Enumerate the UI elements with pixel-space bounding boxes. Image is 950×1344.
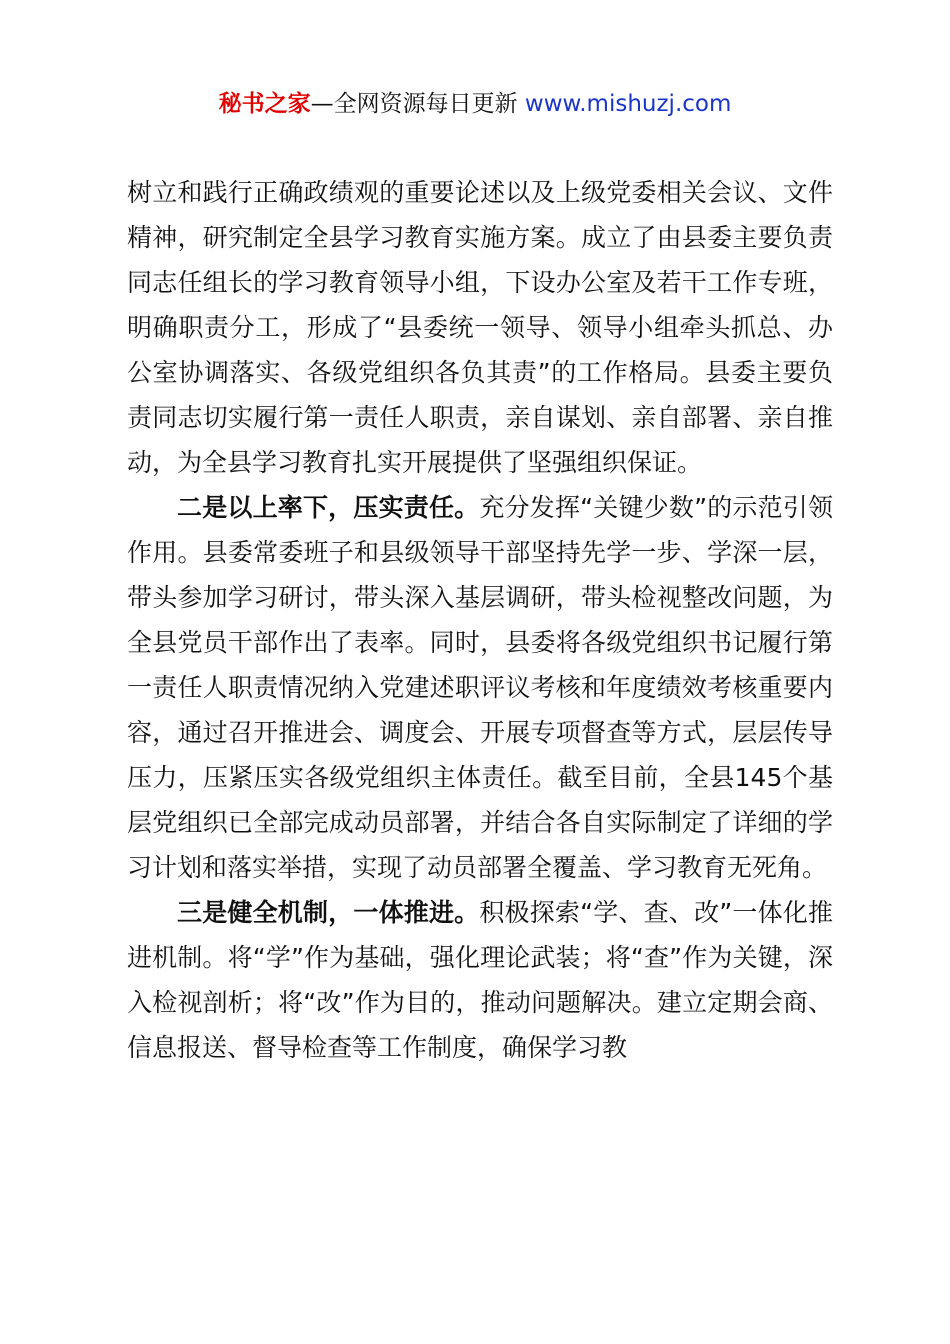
paragraph-lead: 二是以上率下，压实责任。 [177,493,480,522]
paragraph-body: 充分发挥“关键少数”的示范引领作用。县委常委班子和县级领导干部坚持先学一步、学深一层，带头参加学习研讨，带头深入基层调研，带头检视整改问题，为全县党员干部作出了表率。同时，县委将各级党组织书记履行第一责任人职责情况纳入党建述职评议考核和年度绩效考核重要内容，通过召开推进会、调度会、开展专项督查等方式，层层传导压力，压紧压实各级党组织主体责任。截至目前，全县145个基层党组织已全部完成动员部署，并结合各自实际制定了详细的学习计划和落实举措，实现了动员部署全覆盖、学习教育无死角。 [127,493,833,882]
header-tagline: —全网资源每日更新 [310,91,518,117]
header-url-link[interactable]: www.mishuzj.com [524,91,732,117]
document-body [127,170,833,1070]
header-brand: 秘书之家 [218,91,311,117]
paragraph-lead: 三是健全机制，一体推进。 [177,898,480,927]
paragraph-continuation [127,170,833,485]
paragraph-point-two [127,485,833,890]
paragraph-body: 积极探索“学、查、改”一体化推进机制。将“学”作为基础，强化理论武装；将“查”作为关键，深入检视剖析；将“改”作为目的，推动问题解决。建立定期会商、信息报送、督导检查等工作制度，确保学习教 [127,898,833,1062]
paragraph-body: 树立和践行正确政绩观的重要论述以及上级党委相关会议、文件精神，研究制定全县学习教育实施方案。成立了由县委主要负责同志任组长的学习教育领导小组，下设办公室及若干工作专班，明确职责分工，形成了“县委统一领导、领导小组牵头抓总、办公室协调落实、各级党组织各负其责”的工作格局。县委主要负责同志切实履行第一责任人职责，亲自谋划、亲自部署、亲自推动，为全县学习教育扎实开展提供了坚强组织保证。 [127,178,833,477]
page-header [0,88,950,120]
paragraph-point-three [127,890,833,1070]
